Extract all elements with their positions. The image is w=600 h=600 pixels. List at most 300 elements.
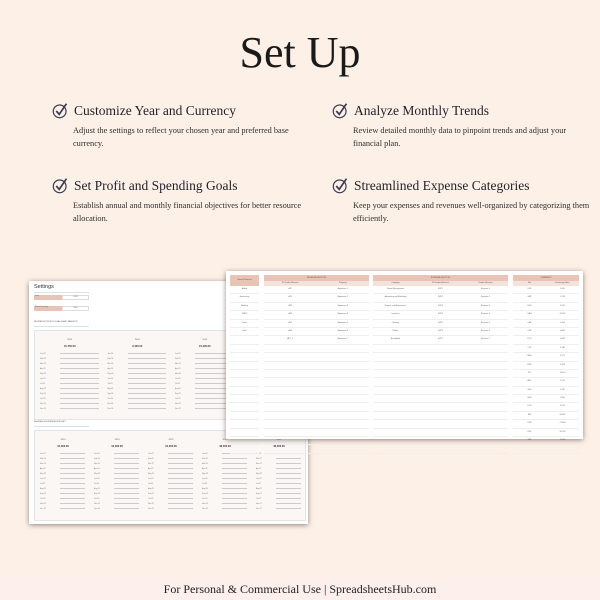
year-total: 15,750.00 [63, 345, 76, 348]
table-row [264, 395, 369, 403]
month-label: Oct-24 [94, 497, 100, 500]
month-label: Jan-23 [40, 352, 46, 355]
feature-desc: Adjust the settings to reflect your chosen year and preferred base currency. [73, 126, 289, 148]
table-cell [317, 353, 370, 360]
table-row [264, 336, 369, 344]
month-value-input[interactable] [114, 458, 139, 459]
month-value-input[interactable] [60, 493, 85, 494]
month-value-input[interactable] [60, 358, 99, 359]
month-value-input[interactable] [168, 473, 193, 474]
month-row [92, 506, 142, 511]
month-value-input[interactable] [222, 458, 247, 459]
month-rows [92, 451, 142, 511]
month-rows [200, 451, 250, 511]
table-cell [463, 345, 508, 352]
footer: For Personal & Commercial Use | SpreadsheetsHub.com [0, 578, 600, 600]
table-row [513, 412, 579, 420]
month-value-input[interactable] [114, 493, 139, 494]
table-cell: 1.000 [560, 288, 565, 290]
divider [34, 426, 89, 427]
month-label: Apr-23 [40, 467, 46, 470]
table-row [373, 445, 508, 453]
table-cell: JPY [527, 371, 532, 374]
month-rows [38, 351, 102, 411]
table-row [373, 362, 508, 370]
month-label: Mar-24 [107, 362, 114, 365]
table-cell: EXP2 [438, 296, 443, 299]
month-value-input[interactable] [276, 488, 301, 489]
table-row [513, 395, 579, 403]
table-cell: AP6 [288, 329, 293, 332]
year-total: 48,000.00 [273, 445, 285, 448]
feature-desc: Review detailed monthly data to pinpoint trends and adjust your financial plan. [353, 126, 567, 148]
table-cell [463, 437, 508, 444]
table-cell [418, 345, 463, 352]
year-label: 2023 [60, 439, 66, 441]
month-value-input[interactable] [168, 503, 193, 504]
table-cell [264, 353, 317, 360]
month-label: Oct-25 [148, 497, 154, 500]
table-cell: PHP [527, 430, 532, 433]
month-label: Dec-25 [148, 507, 154, 510]
table-cell [373, 378, 418, 385]
month-label: May-24 [107, 372, 114, 375]
check-circle-icon [52, 102, 69, 119]
table-cell [463, 445, 508, 452]
year-label: 2025 [202, 339, 208, 341]
month-label: Aug-27 [256, 487, 262, 490]
month-value-input[interactable] [60, 508, 85, 509]
month-label: Mar-23 [40, 462, 46, 465]
month-label: Nov-24 [94, 502, 100, 505]
month-value-input[interactable] [60, 383, 99, 384]
month-rows [38, 451, 88, 511]
table-row [373, 429, 508, 437]
month-label: Mar-23 [40, 362, 46, 365]
table-row [230, 387, 259, 395]
table-cell [317, 345, 370, 352]
month-label: Jan-24 [94, 452, 100, 455]
table-row [513, 437, 579, 445]
expense-table [373, 275, 508, 454]
month-label: Dec-25 [175, 407, 181, 410]
table-row [513, 429, 579, 437]
expense-header: EXPENSE SECTION [373, 275, 508, 281]
month-label: Feb-27 [256, 457, 262, 460]
table-cell [418, 429, 463, 436]
month-value-input[interactable] [60, 483, 85, 484]
year-total: 2,400.00 [132, 345, 143, 348]
table-row [373, 320, 508, 328]
table-cell [373, 370, 418, 377]
month-label: Nov-23 [40, 502, 46, 505]
month-label: Apr-26 [202, 467, 208, 470]
year-label: 2025 [168, 439, 174, 441]
month-label: Mar-25 [175, 362, 181, 365]
month-value-input[interactable] [60, 453, 85, 454]
month-value-input[interactable] [114, 498, 139, 499]
month-value-input[interactable] [60, 478, 85, 479]
divider [34, 326, 89, 327]
month-value-input[interactable] [128, 358, 167, 359]
month-value-input[interactable] [60, 463, 85, 464]
month-label: Jan-25 [175, 352, 181, 355]
table-row [513, 403, 579, 411]
year-label: 2023 [67, 339, 73, 341]
month-label: Dec-23 [40, 407, 46, 410]
table-row [230, 311, 259, 319]
table-cell: AP7_2 [287, 338, 294, 341]
month-value-input[interactable] [114, 503, 139, 504]
month-value-input[interactable] [222, 483, 247, 484]
month-value-input[interactable] [60, 473, 85, 474]
table-cell [463, 370, 508, 377]
table-cell: INR [527, 413, 532, 416]
month-row [146, 506, 196, 511]
table-cell: 1.570 [560, 380, 565, 383]
month-value-input[interactable] [60, 468, 85, 469]
month-value-input[interactable] [276, 458, 301, 459]
month-value-input[interactable] [114, 463, 139, 464]
table-cell [373, 353, 418, 360]
table-row [264, 403, 369, 411]
table-cell [317, 445, 370, 452]
year-label: Year [34, 295, 62, 300]
table-cell: CHF [527, 329, 532, 332]
revenue-header: REVENUE SECTION [264, 275, 369, 281]
month-label: Jul-25 [148, 482, 153, 485]
table-row [513, 420, 579, 428]
month-value-input[interactable] [222, 508, 247, 509]
month-value-input[interactable] [222, 493, 247, 494]
month-value-input[interactable] [128, 408, 167, 409]
month-value-input[interactable] [114, 478, 139, 479]
table-cell: EXP5 [438, 321, 443, 324]
table-cell [317, 403, 370, 410]
month-value-input[interactable] [276, 503, 301, 504]
month-value-input[interactable] [60, 408, 99, 409]
month-value-input[interactable] [128, 353, 167, 354]
table-cell: 1.350 [560, 388, 565, 391]
table-cell: EUR [527, 304, 532, 307]
table-cell [264, 420, 317, 427]
table-row [373, 395, 508, 403]
month-value-input[interactable] [60, 458, 85, 459]
table-row [373, 437, 508, 445]
table-row [513, 336, 579, 344]
table-row [264, 378, 369, 386]
month-label: May-25 [148, 472, 154, 475]
month-label: Feb-24 [107, 357, 114, 360]
check-circle-icon [332, 102, 349, 119]
table-row [230, 362, 259, 370]
month-label: Feb-25 [175, 357, 181, 360]
month-value-input[interactable] [276, 463, 301, 464]
month-value-input[interactable] [60, 373, 99, 374]
feature-desc: Establish annual and monthly financial objectives for better resource allocation. [73, 201, 302, 223]
table-cell [230, 445, 259, 452]
month-label: Jul-23 [40, 382, 45, 385]
month-value-input[interactable] [60, 353, 99, 354]
table-cell [373, 362, 418, 369]
table-cell: CAD [527, 321, 532, 324]
table-cell: Apartment 5 [337, 321, 348, 324]
table-row [230, 320, 259, 328]
table-cell [230, 437, 259, 444]
month-value-input[interactable] [128, 363, 167, 364]
table-row [373, 378, 508, 386]
table-cell: 84.050 [559, 413, 566, 416]
table-row [230, 378, 259, 386]
currency-select[interactable]: USD [62, 306, 89, 311]
table-row [373, 370, 508, 378]
month-row [38, 406, 102, 411]
table-row [373, 387, 508, 395]
table-cell [264, 445, 317, 452]
table-row [373, 412, 508, 420]
month-value-input[interactable] [128, 388, 167, 389]
col-header: ID Product/Service [432, 282, 449, 284]
month-label: Dec-26 [202, 507, 208, 510]
month-value-input[interactable] [168, 498, 193, 499]
table-cell: UAH [527, 313, 532, 316]
table-row [264, 429, 369, 437]
month-value-input[interactable] [60, 363, 99, 364]
table-cell [264, 437, 317, 444]
month-label: Oct-23 [40, 397, 46, 400]
month-label: Jun-25 [148, 477, 154, 480]
month-label: Oct-24 [107, 397, 113, 400]
table-cell [418, 378, 463, 385]
month-value-input[interactable] [222, 503, 247, 504]
table-cell: LYD [527, 346, 532, 349]
table-row [513, 294, 579, 302]
month-value-input[interactable] [128, 398, 167, 399]
month-value-input[interactable] [276, 468, 301, 469]
month-value-input[interactable] [114, 488, 139, 489]
month-value-input[interactable] [60, 503, 85, 504]
month-value-input[interactable] [276, 493, 301, 494]
month-value-input[interactable] [168, 463, 193, 464]
table-row [373, 403, 508, 411]
year-label: 2027 [276, 439, 282, 441]
table-cell: Expense 7 [481, 338, 490, 341]
currency-table [513, 275, 579, 454]
table-cell [463, 353, 508, 360]
month-label: Oct-23 [40, 497, 46, 500]
month-value-input[interactable] [114, 468, 139, 469]
table-cell: EXP3 [438, 304, 443, 307]
month-value-input[interactable] [128, 383, 167, 384]
year-column [106, 331, 170, 411]
table-cell: AP2 [288, 296, 293, 299]
month-value-input[interactable] [128, 373, 167, 374]
table-cell [317, 412, 370, 419]
table-cell [317, 429, 370, 436]
table-cell: Apartment 3 [337, 304, 348, 307]
table-cell: Booking [241, 304, 248, 307]
table-row [373, 328, 508, 336]
table-cell [373, 345, 418, 352]
month-label: Jul-26 [202, 482, 207, 485]
month-value-input[interactable] [60, 488, 85, 489]
month-value-input[interactable] [128, 393, 167, 394]
feature-profit-goals [52, 177, 312, 225]
table-cell: Advertising and Marketing [384, 296, 407, 299]
table-cell [230, 420, 259, 427]
month-label: Nov-24 [107, 402, 114, 405]
month-rows [146, 451, 196, 511]
month-value-input[interactable] [276, 498, 301, 499]
month-value-input[interactable] [168, 483, 193, 484]
table-row [513, 362, 579, 370]
month-value-input[interactable] [222, 478, 247, 479]
month-value-input[interactable] [222, 473, 247, 474]
table-cell: SEK [527, 439, 532, 442]
table-cell: KWD [527, 363, 532, 366]
month-value-input[interactable] [168, 508, 193, 509]
feature-heading: Analyze Monthly Trends [354, 102, 489, 118]
col-header: Fiat [527, 282, 532, 284]
year-total: 16,000.00 [111, 445, 123, 448]
month-label: May-23 [40, 472, 46, 475]
lists-sheet-preview [226, 271, 583, 442]
table-cell [373, 429, 418, 436]
month-value-input[interactable] [222, 463, 247, 464]
month-value-input[interactable] [128, 403, 167, 404]
month-label: Jul-23 [40, 482, 45, 485]
month-label: Apr-23 [40, 367, 46, 370]
month-label: Feb-24 [94, 457, 100, 460]
month-value-input[interactable] [168, 488, 193, 489]
table-cell: EXP4 [438, 313, 443, 316]
table-cell: SGD [527, 388, 532, 391]
month-label: Sep-25 [148, 492, 154, 495]
table-cell: Expense 3 [481, 304, 490, 307]
month-label: Jan-27 [256, 452, 262, 455]
table-cell: Apartment 6 [337, 329, 348, 332]
month-value-input[interactable] [114, 453, 139, 454]
month-label: Jan-24 [107, 352, 113, 355]
month-label: Jan-23 [40, 452, 46, 455]
table-cell: Direct [242, 321, 247, 324]
month-value-input[interactable] [60, 378, 99, 379]
table-row [513, 311, 579, 319]
month-value-input[interactable] [60, 403, 99, 404]
month-label: Jul-24 [107, 382, 113, 385]
table-cell [418, 370, 463, 377]
table-cell: Expense 4 [481, 313, 490, 316]
table-row [513, 370, 579, 378]
currency-label: Base Currency [34, 306, 62, 311]
month-value-input[interactable] [128, 378, 167, 379]
table-cell [264, 362, 317, 369]
month-label: Sep-26 [202, 492, 208, 495]
table-cell [418, 437, 463, 444]
month-value-input[interactable] [168, 478, 193, 479]
month-row [38, 506, 88, 511]
table-row [264, 420, 369, 428]
month-value-input[interactable] [60, 393, 99, 394]
table-cell [463, 403, 508, 410]
table-cell: EXP6 [438, 329, 443, 332]
month-label: Oct-25 [175, 397, 181, 400]
month-label: Jul-27 [256, 482, 261, 485]
year-field [34, 295, 89, 300]
year-select[interactable]: 2023 [62, 295, 89, 300]
divider [34, 292, 89, 293]
month-value-input[interactable] [60, 398, 99, 399]
month-value-input[interactable] [168, 493, 193, 494]
month-label: Sep-24 [107, 392, 114, 395]
table-row [230, 303, 259, 311]
table-cell: AP3 [288, 304, 293, 307]
month-label: Oct-27 [256, 497, 262, 500]
month-value-input[interactable] [276, 483, 301, 484]
table-row [264, 294, 369, 302]
table-cell: Apartment 2 [337, 296, 348, 299]
check-circle-icon [52, 177, 69, 194]
table-cell: Insurance [391, 313, 400, 316]
rental-channel-header: Rental Channel [230, 275, 259, 286]
table-cell [317, 378, 370, 385]
table-cell [418, 395, 463, 402]
month-value-input[interactable] [114, 473, 139, 474]
month-value-input[interactable] [168, 468, 193, 469]
table-cell: Expense 5 [481, 321, 490, 324]
table-row [373, 336, 508, 344]
table-cell: KYD [527, 338, 532, 341]
table-row [230, 429, 259, 437]
table-cell [373, 437, 418, 444]
feature-customize-year [52, 102, 312, 150]
month-label: Aug-24 [94, 487, 100, 490]
month-value-input[interactable] [128, 368, 167, 369]
year-column [146, 431, 196, 511]
table-row [230, 370, 259, 378]
table-row [264, 437, 369, 445]
month-value-input[interactable] [114, 483, 139, 484]
table-cell: BGN [527, 397, 532, 400]
table-cell [317, 437, 370, 444]
month-value-input[interactable] [60, 498, 85, 499]
table-cell [264, 345, 317, 352]
table-cell [373, 420, 418, 427]
month-value-input[interactable] [276, 478, 301, 479]
table-cell [230, 362, 259, 369]
table-row [230, 286, 259, 294]
month-value-input[interactable] [168, 458, 193, 459]
month-value-input[interactable] [276, 473, 301, 474]
table-cell [230, 378, 259, 385]
table-row [373, 303, 508, 311]
month-value-input[interactable] [114, 508, 139, 509]
table-row [264, 445, 369, 453]
month-value-input[interactable] [222, 468, 247, 469]
table-cell: 0.790 [560, 296, 565, 299]
month-label: Jun-24 [94, 477, 100, 480]
month-value-input[interactable] [222, 488, 247, 489]
month-value-input[interactable] [60, 388, 99, 389]
month-value-input[interactable] [222, 498, 247, 499]
month-value-input[interactable] [60, 368, 99, 369]
month-label: May-24 [94, 472, 100, 475]
month-value-input[interactable] [276, 508, 301, 509]
table-cell [264, 429, 317, 436]
table-cell [230, 412, 259, 419]
table-cell [230, 387, 259, 394]
month-value-input[interactable] [168, 453, 193, 454]
